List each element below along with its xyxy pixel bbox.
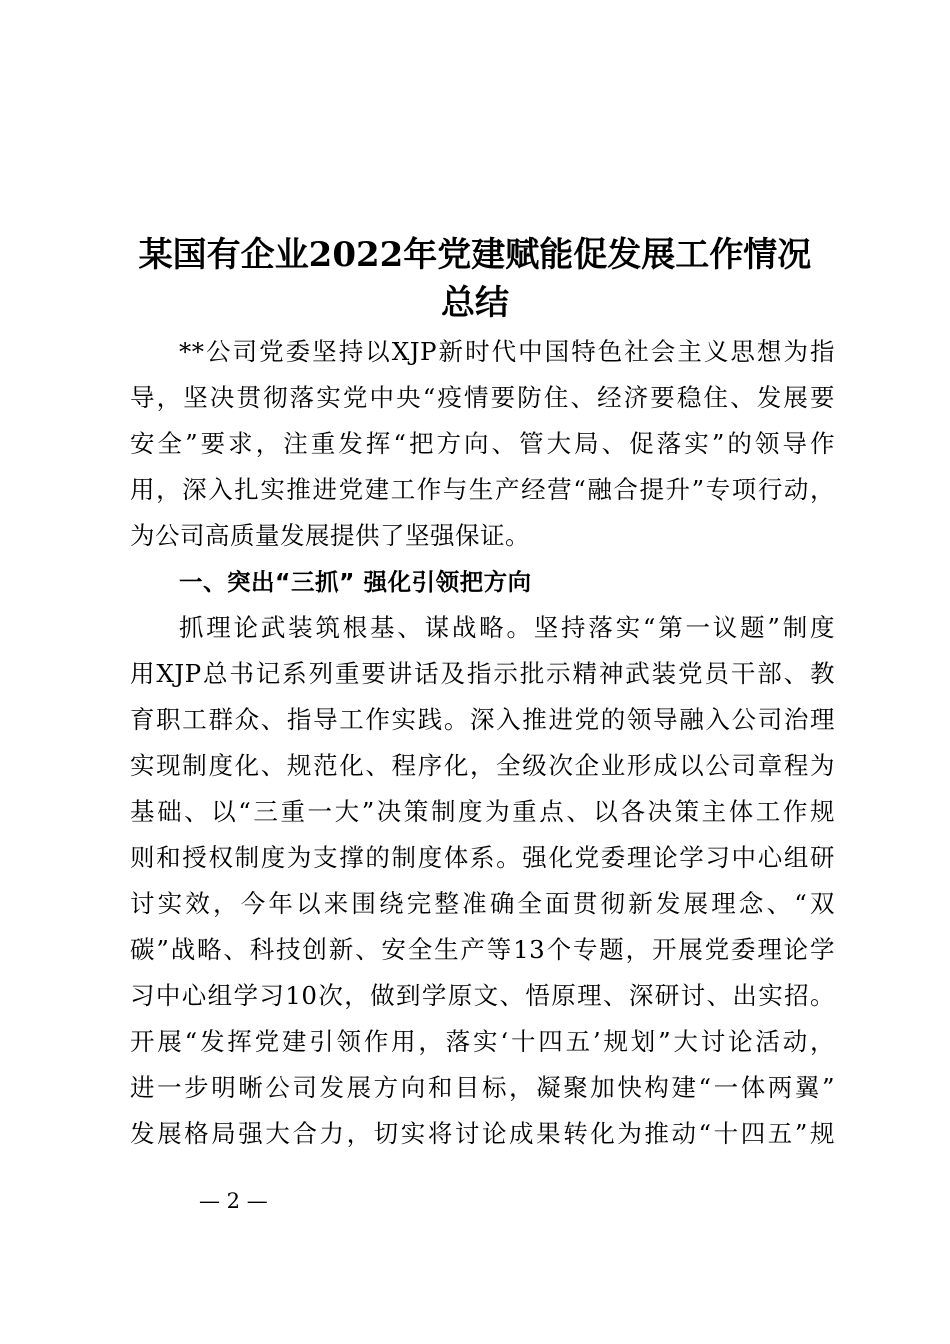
- section-1-line-3: 育职工群众、指导工作实践。深入推进党的领导融入公司治理: [130, 705, 835, 734]
- document-title-line-1: 某国有企业2022年党建赋能促发展工作情况: [138, 235, 812, 275]
- intro-line-2: 导，坚决贯彻落实党中央“疫情要防住、经济要稳住、发展要: [130, 383, 835, 412]
- section-1-line-10: 开展“发挥党建引领作用，落实‘十四五’规划”大讨论活动，: [130, 1027, 835, 1056]
- intro-line-5: 为公司高质量发展提供了坚强保证。: [130, 521, 530, 550]
- page-number: — 2 —: [199, 1189, 268, 1213]
- section-1-line-4: 实现制度化、规范化、程序化，全级次企业形成以公司章程为: [130, 751, 835, 780]
- section-1-line-11: 进一步明晰公司发展方向和目标，凝聚加快构建“一体两翼”: [130, 1073, 835, 1102]
- section-1-line-2: 用XJP总书记系列重要讲话及指示批示精神武装党员干部、教: [130, 659, 835, 688]
- section-1-line-12: 发展格局强大合力，切实将讨论成果转化为推动“十四五”规: [130, 1119, 835, 1148]
- section-1-line-1: 抓理论武装筑根基、谋战略。坚持落实“第一议题”制度: [179, 613, 835, 642]
- intro-line-1: **公司党委坚持以XJP新时代中国特色社会主义思想为指: [179, 337, 835, 366]
- section-1-line-9: 习中心组学习10次，做到学原文、悟原理、深研讨、出实招。: [130, 981, 835, 1010]
- intro-line-4: 用，深入扎实推进党建工作与生产经营“融合提升”专项行动，: [130, 475, 835, 504]
- section-1-line-6: 则和授权制度为支撑的制度体系。强化党委理论学习中心组研: [130, 843, 835, 872]
- section-1-line-8: 碳”战略、科技创新、安全生产等13个专题，开展党委理论学: [130, 935, 835, 964]
- section-1-heading: 一、突出“三抓” 强化引领把方向: [179, 568, 532, 596]
- document-title-line-2: 总结: [441, 283, 509, 323]
- section-1-line-7: 讨实效，今年以来围绕完整准确全面贯彻新发展理念、“双: [130, 889, 835, 918]
- section-1-line-5: 基础、以“三重一大”决策制度为重点、以各决策主体工作规: [130, 797, 835, 826]
- intro-line-3: 安全”要求，注重发挥“把方向、管大局、促落实”的领导作: [130, 429, 835, 458]
